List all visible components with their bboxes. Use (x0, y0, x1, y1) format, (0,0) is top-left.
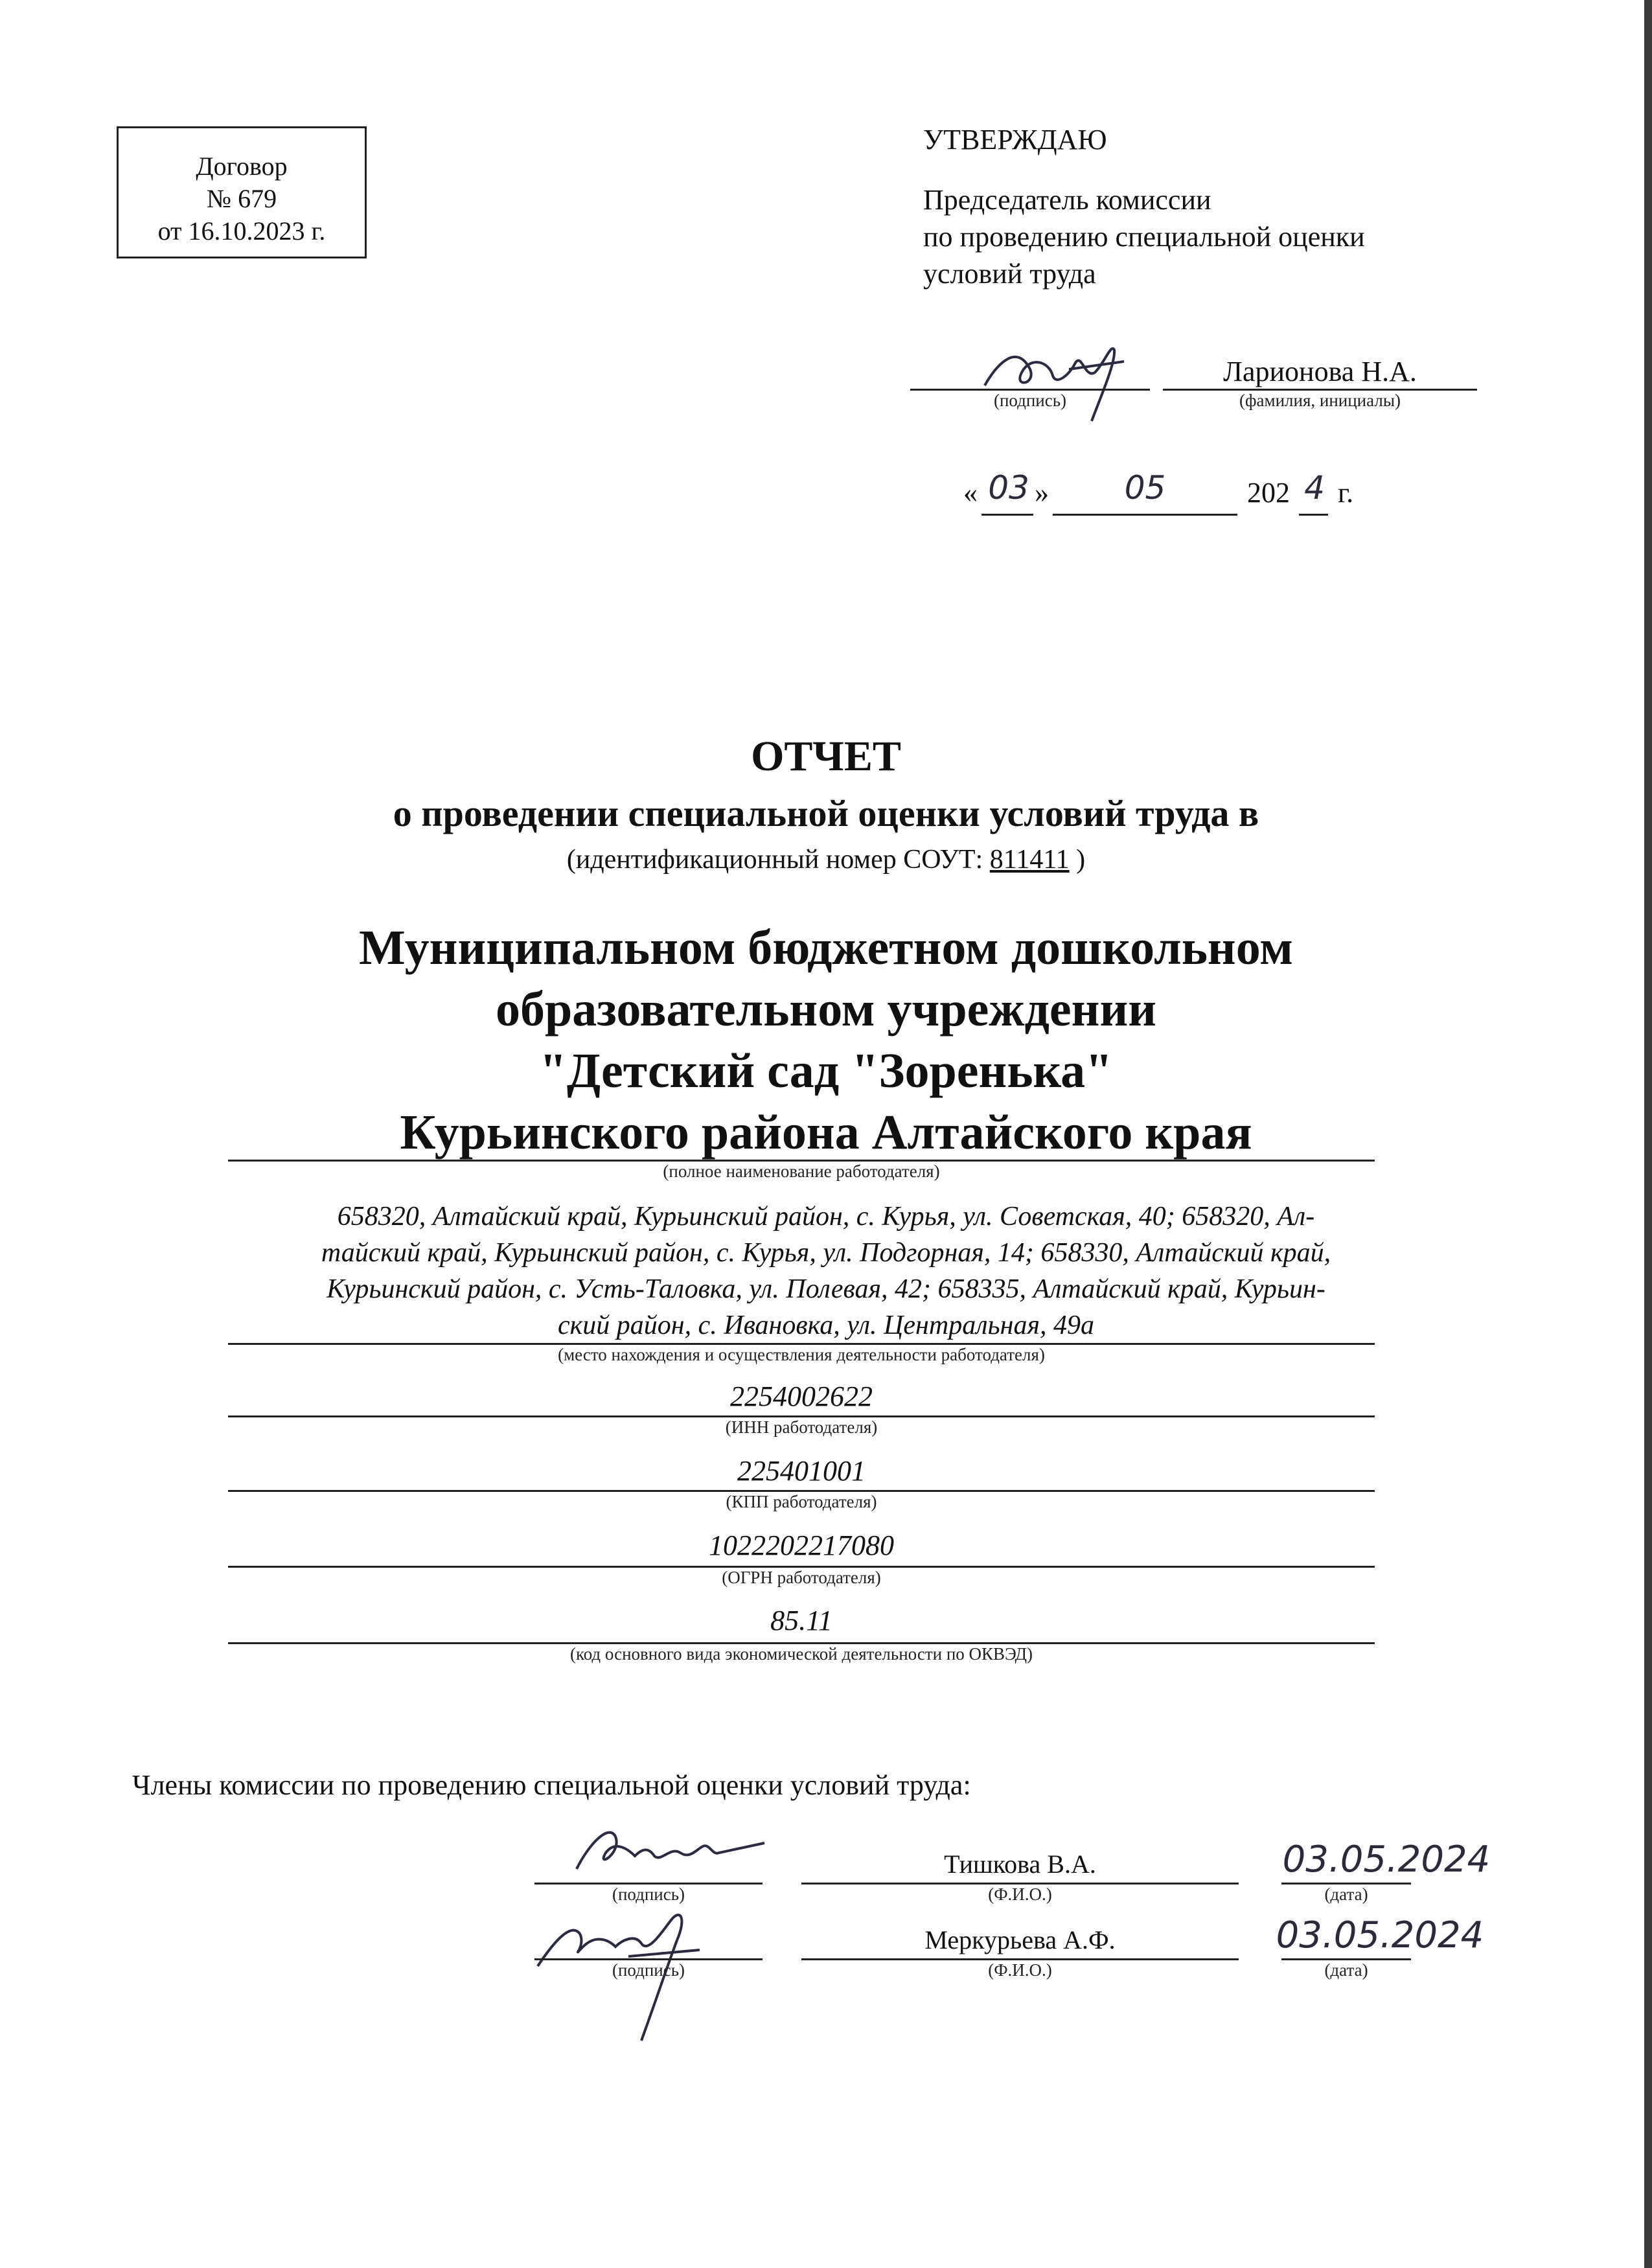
approval-position-line-3: условий труда (923, 258, 1096, 290)
approval-position-line-1: Председатель комиссии (923, 184, 1211, 216)
approval-date-day-line (981, 514, 1033, 516)
inn-value: 2254002622 (730, 1380, 873, 1412)
address-line-3: Курьинский район, с. Усть-Таловка, ул. Полевая, 42; 658335, Алтайский край, Курьин- (327, 1274, 1325, 1304)
members-title: Члены комиссии по проведению специальной оценки условий труда: (132, 1769, 971, 1801)
member-2-date: 03.05.2024 (1276, 1914, 1484, 1956)
employer-name-line-2: образовательном учреждении (495, 982, 1157, 1037)
member-2-fio-caption: (Ф.И.О.) (988, 1960, 1052, 1980)
member-2-signature-caption: (подпись) (612, 1960, 685, 1980)
contract-date: от 16.10.2023 г. (157, 216, 326, 246)
inn-caption: (ИНН работодателя) (725, 1417, 878, 1437)
report-id (0, 844, 1652, 875)
employer-name-caption: (полное наименование работодателя) (663, 1162, 940, 1181)
chair-name: Ларионова Н.А. (1223, 356, 1417, 387)
approval-date-year-suffix: 4 (1304, 469, 1325, 507)
chair-signature (972, 324, 1140, 428)
address-caption: (место нахождения и осуществления деятельности работодателя) (558, 1345, 1045, 1364)
chair-signature-caption: (подпись) (993, 391, 1067, 410)
report-id-suffix: ) (1076, 845, 1086, 875)
scan-edge (1644, 0, 1652, 2268)
employer-address (246, 1198, 1406, 1344)
chair-name-caption: (фамилия, инициалы) (1239, 391, 1401, 410)
okved-value: 85.11 (770, 1605, 832, 1636)
address-line-4: ский район, с. Ивановка, ул. Центральная, 49а (558, 1311, 1094, 1340)
contract-number: № 679 (206, 184, 277, 213)
approval-date-year-prefix: 202 (1247, 477, 1290, 509)
member-1-date: 03.05.2024 (1282, 1838, 1491, 1881)
report-title: ОТЧЕТ (751, 733, 901, 780)
address-line-1: 658320, Алтайский край, Курьинский район, с. Курья, ул. Советская, 40; 658320, Ал- (337, 1202, 1315, 1231)
employer-name-line-4: Курьинского района Алтайского края (400, 1105, 1252, 1160)
member-1-fio: Тишкова В.А. (944, 1850, 1096, 1879)
report-id-prefix: (идентификационный номер СОУТ: (566, 845, 983, 875)
member-1-date-caption: (дата) (1324, 1884, 1368, 1904)
member-2-fio: Меркурьева А.Ф. (924, 1925, 1116, 1954)
approval-date-month-line (1053, 514, 1237, 516)
report-id-number: 811411 (989, 845, 1070, 875)
kpp-caption: (КПП работодателя) (726, 1492, 877, 1511)
ogrn-caption: (ОГРН работодателя) (722, 1568, 881, 1587)
employer-name-line-3: "Детский сад "Зоренька" (539, 1044, 1113, 1098)
contract-label: Договор (196, 152, 288, 181)
member-1-fio-caption: (Ф.И.О.) (988, 1884, 1052, 1904)
kpp-value: 225401001 (737, 1455, 866, 1487)
approval-date-day: 03 (988, 469, 1029, 507)
approval-position-line-2: по проведению специальной оценки (923, 221, 1365, 253)
approval-date-open-quote: « (963, 477, 978, 509)
contract-box (117, 126, 367, 258)
okved-caption: (код основного вида экономической деятельности по ОКВЭД) (569, 1644, 1033, 1664)
approval-date-close-quote: » (1035, 477, 1049, 509)
report-subtitle: о проведении специальной оценки условий труда в (393, 792, 1259, 834)
ogrn-value: 1022202217080 (709, 1529, 894, 1561)
approval-date-year-end: г. (1338, 477, 1354, 509)
member-1-signature-caption: (подпись) (612, 1884, 685, 1904)
member-1-signature (557, 1817, 771, 1888)
member-2-date-caption: (дата) (1324, 1960, 1368, 1980)
address-line-2: тайский край, Курьинский район, с. Курья, ул. Подгорная, 14; 658330, Алтайский край, (321, 1238, 1331, 1268)
approval-title: УТВЕРЖДАЮ (923, 124, 1107, 155)
approval-date-month: 05 (1124, 469, 1166, 507)
approval-date-year-line (1299, 514, 1328, 516)
employer-name-line-1: Муниципальном бюджетном дошкольном (358, 921, 1294, 975)
